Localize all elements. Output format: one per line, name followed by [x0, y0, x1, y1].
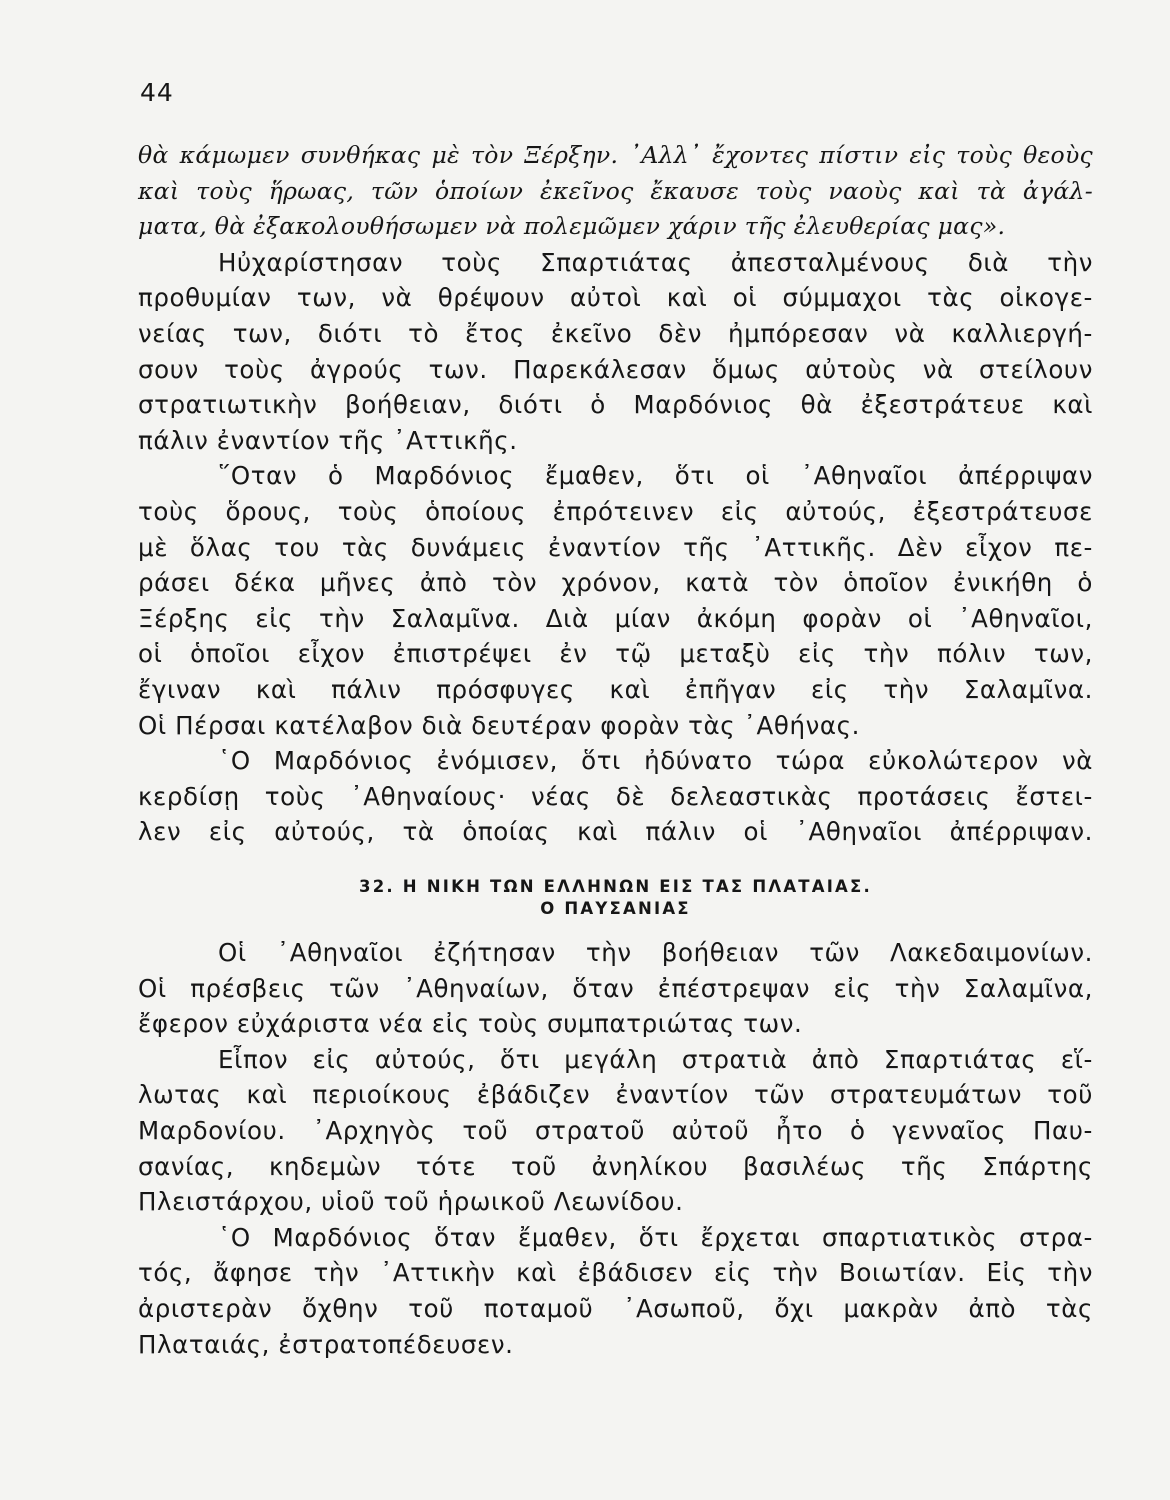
page-number: 44: [140, 78, 174, 107]
text-line: ράσει δέκα μῆνες ἀπὸ τὸν χρόνον, κατὰ τὸν ὁποῖον ἐνικήθη ὁ: [138, 568, 1093, 598]
text-line: ῾Ο Μαρδόνιος ὅταν ἔμαθεν, ὅτι ἔρχεται σπαρτιατικὸς στρα-: [218, 1222, 1093, 1252]
text-line: Πλαταιάς, ἐστρατοπέδευσεν.: [138, 1329, 514, 1359]
text-line: νείας των, διότι τὸ ἔτος ἐκεῖνο δὲν ἠμπόρεσαν νὰ καλλιεργή-: [138, 318, 1093, 348]
text-line: πάλιν ἐναντίον τῆς ᾿Αττικῆς.: [138, 425, 518, 455]
text-line: ἀριστερὰν ὄχθην τοῦ ποταμοῦ ᾿Ασωποῦ, ὄχι μακρὰν ἀπὸ τὰς: [138, 1293, 1093, 1323]
text-line: Εἶπον εἰς αὐτούς, ὅτι μεγάλη στρατιὰ ἀπὸ Σπαρτιάτας εἵ-: [218, 1044, 1093, 1074]
text-line: θὰ κάμωμεν συνθήκας μὲ τὸν Ξέρξην. ᾿Αλλ᾿ ἔχοντες πίστιν εἰς τοὺς θεοὺς: [138, 141, 1093, 169]
text-line: ῾Ο Μαρδόνιος ἐνόμισεν, ὅτι ἠδύνατο τώρα εὐκολώτερον νὰ: [218, 746, 1093, 776]
text-line: μὲ ὅλας του τὰς δυνάμεις ἐναντίον τῆς ᾿Αττικῆς. Δὲν εἶχον πε-: [138, 532, 1093, 562]
text-line: λωτας καὶ περιοίκους ἐβάδιζεν ἐναντίον τῶν στρατευμάτων τοῦ: [138, 1080, 1093, 1110]
text-line: Οἱ πρέσβεις τῶν ᾿Αθηναίων, ὅταν ἐπέστρεψαν εἰς τὴν Σαλαμῖνα,: [138, 973, 1093, 1003]
section-heading: 32. Η ΝΙΚΗ ΤΩΝ ΕΛΛΗΝΩΝ ΕΙΣ ΤΑΣ ΠΛΑΤΑΙΑΣ.: [359, 877, 872, 896]
body-text-section: [138, 935, 1093, 1362]
text-line: ματα, θὰ ἐξακολουθήσωμεν νὰ πολεμῶμεν χάριν τῆς ἐλευθερίας μας».: [138, 212, 1006, 241]
body-text-top: [138, 138, 1093, 850]
text-line: Οἱ Πέρσαι κατέλαβον διὰ δευτέραν φορὰν τὰς ᾿Αθήνας.: [138, 710, 860, 740]
text-line: κερδίσῃ τοὺς ᾿Αθηναίους· νέας δὲ δελεαστικὰς προτάσεις ἔστει-: [138, 781, 1093, 811]
section-subheading: Ο ΠΑΥΣΑΝΙΑΣ: [540, 899, 691, 918]
text-line: σανίας, κηδεμὼν τότε τοῦ ἀνηλίκου βασιλέως τῆς Σπάρτης: [138, 1151, 1093, 1181]
text-line: οἱ ὁποῖοι εἶχον ἐπιστρέψει ἐν τῷ μεταξὺ εἰς τὴν πόλιν των,: [138, 639, 1093, 669]
text-line: καὶ τοὺς ἥρωας, τῶν ὁποίων ἐκεῖνος ἔκαυσε τοὺς ναοὺς καὶ τὰ ἀγάλ-: [138, 176, 1093, 205]
text-line: Μαρδονίου. ᾿Αρχηγὸς τοῦ στρατοῦ αὐτοῦ ἦτο ὁ γενναῖος Παυ-: [138, 1115, 1093, 1145]
text-line: Οἱ ᾿Αθηναῖοι ἐζήτησαν τὴν βοήθειαν τῶν Λακεδαιμονίων.: [218, 938, 1093, 967]
text-line: στρατιωτικὴν βοήθειαν, διότι ὁ Μαρδόνιος θὰ ἐξεστράτευε καὶ: [138, 390, 1093, 420]
text-line: ἔγιναν καὶ πάλιν πρόσφυγες καὶ ἐπῆγαν εἰς τὴν Σαλαμῖνα.: [138, 674, 1093, 704]
text-line: ἔφερον εὐχάριστα νέα εἰς τοὺς συμπατριώτας των.: [138, 1009, 803, 1039]
text-line: λεν εἰς αὐτούς, τὰ ὁποίας καὶ πάλιν οἱ ᾿Αθηναῖοι ἀπέρριψαν.: [138, 817, 1093, 847]
text-line: τοὺς ὅρους, τοὺς ὁποίους ἐπρότεινεν εἰς αὐτούς, ἐξεστράτευσε: [138, 496, 1093, 526]
text-line: Ξέρξης εἰς τὴν Σαλαμῖνα. Διὰ μίαν ἀκόμη φορὰν οἱ ᾿Αθηναῖοι,: [138, 603, 1093, 633]
text-line: τός, ἄφησε τὴν ᾿Αττικὴν καὶ ἐβάδισεν εἰς τὴν Βοιωτίαν. Εἰς τὴν: [138, 1258, 1093, 1288]
text-line: σουν τοὺς ἀγρούς των. Παρεκάλεσαν ὅμως αὐτοὺς νὰ στείλουν: [138, 354, 1093, 384]
text-line: Πλειστάρχου, υἱοῦ τοῦ ἡρωικοῦ Λεωνίδου.: [138, 1187, 684, 1217]
text-line: Ηὐχαρίστησαν τοὺς Σπαρτιάτας ἀπεσταλμένους διὰ τὴν: [218, 247, 1093, 277]
text-line: ῞Οταν ὁ Μαρδόνιος ἔμαθεν, ὅτι οἱ ᾿Αθηναῖοι ἀπέρριψαν: [218, 461, 1093, 491]
text-line: προθυμίαν των, νὰ θρέψουν αὐτοὶ καὶ οἱ σύμμαχοι τὰς οἰκογε-: [138, 283, 1093, 313]
